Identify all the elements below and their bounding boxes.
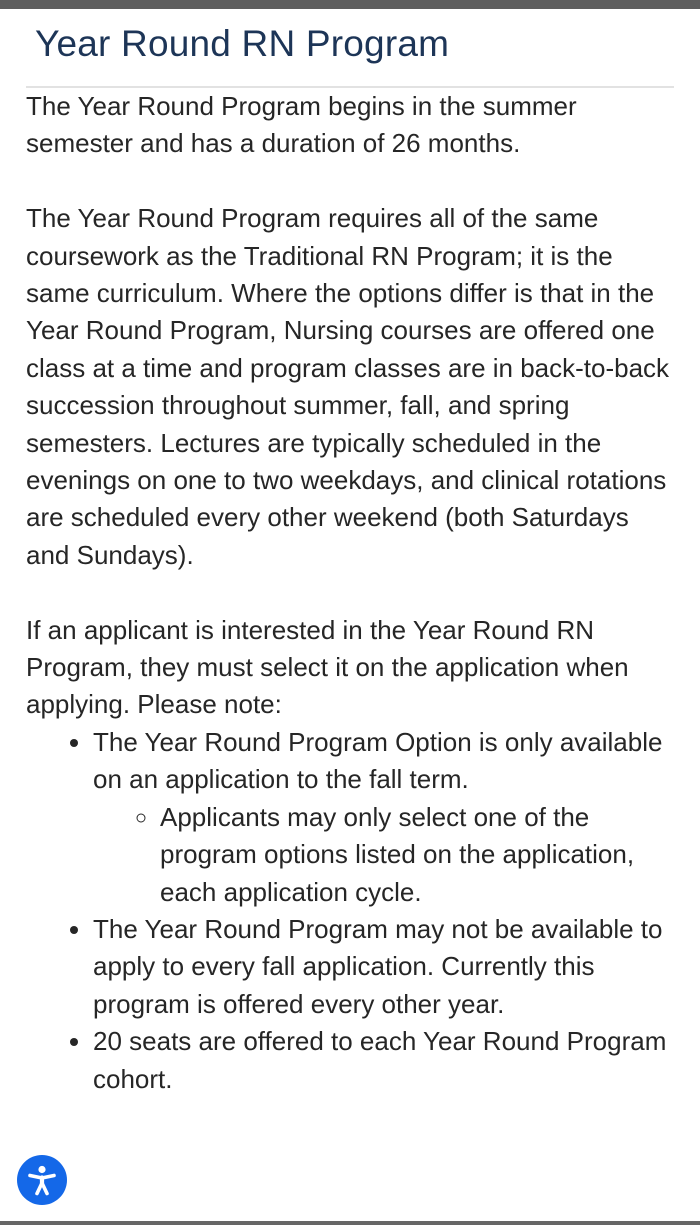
application-paragraph: If an applicant is interested in the Year Round RN Program, they must select it on the application when applying. Please note: [26,614,629,720]
accessibility-person-icon [27,1164,57,1196]
curriculum-paragraph: The Year Round Program requires all of the same coursework as the Traditional RN Program; it is the same curriculum. Where the options differ is that in the Year Round Program, Nursing courses are offered one class at a time and program classes are in back-to-back succession throughout summer, fall, and spring semesters. Lectures are typically scheduled in the evenings on one to two weekdays, and clinical rotations are scheduled every other weekend (both Saturdays and Sundays). [26,203,670,570]
list-item: • 20 seats are offered to each Year Round Program cohort. [93,1023,674,1098]
notes-list [26,724,674,1098]
intro-paragraph: The Year Round Program begins in the summer semester and has a duration of 26 months. [26,91,577,159]
note-text: The Year Round Program Option is only available on an application to the fall term. [93,726,663,795]
accessibility-button[interactable] [17,1155,67,1205]
bottom-edge-bar [0,1221,700,1225]
page-title: Year Round RN Program [35,23,450,64]
program-description [26,88,674,1098]
top-edge-bar [0,0,700,9]
list-item: • The Year Round Program may not be available to apply to every fall application. Currently this program is offered every other year. [93,911,674,1023]
sub-notes-list [93,799,674,911]
list-item: ◦ Applicants may only select one of the program options listed on the application, each application cycle. [160,799,674,911]
list-item [93,724,674,911]
